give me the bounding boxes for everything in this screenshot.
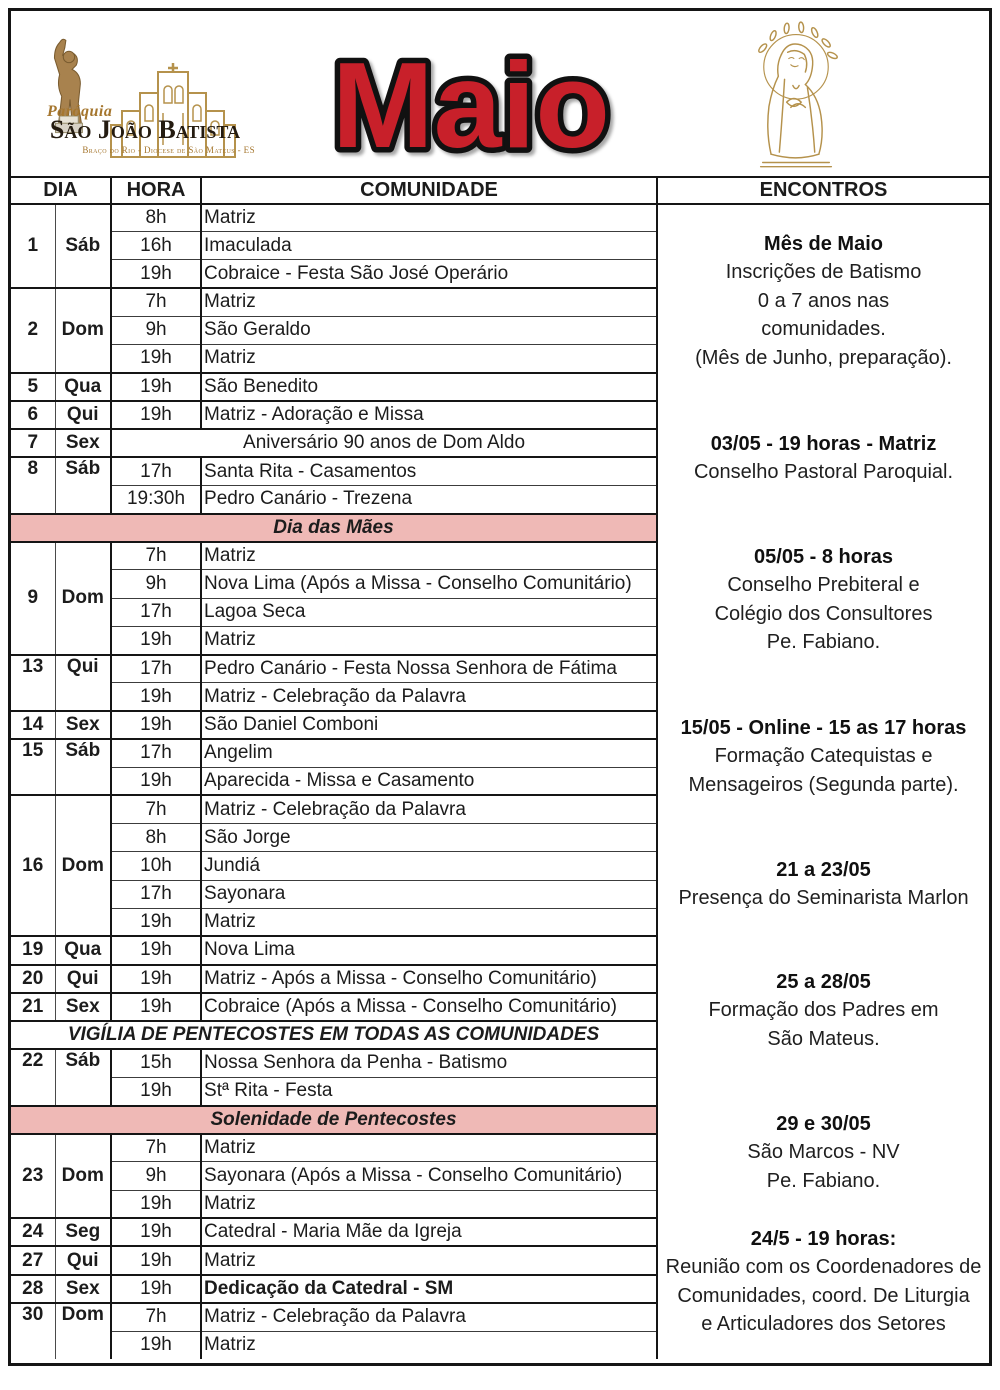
- community-cell: Matriz - Após a Missa - Conselho Comunitário): [201, 965, 657, 993]
- day-cell: 21: [11, 993, 55, 1021]
- encontros-line: e Articuladores dos Setores: [701, 1313, 946, 1335]
- time-cell: 19:30h: [111, 485, 201, 513]
- weekday-cell: Qui: [55, 965, 111, 993]
- logo-parish-name: São João Batista: [49, 115, 241, 144]
- encontros-line: Reunião com os Coordenadores de: [665, 1256, 982, 1278]
- time-cell: 19h: [111, 1275, 201, 1303]
- parish-logo: [35, 27, 255, 167]
- day-cell: 13: [11, 655, 55, 711]
- encontros-line: Conselho Pastoral Paroquial.: [693, 461, 954, 483]
- time-cell: 19h: [111, 965, 201, 993]
- encontros-line: (Mês de Junho, preparação).: [695, 346, 952, 369]
- encontros-line: Comunidades, coord. De Liturgia: [677, 1284, 970, 1307]
- col-header-encontros: ENCONTROS: [657, 178, 989, 204]
- weekday-cell: Qui: [55, 1246, 111, 1274]
- day-cell: 30: [11, 1303, 55, 1359]
- encontros-line: Presença do Seminarista Marlon: [678, 887, 969, 909]
- day-cell: 6: [11, 401, 55, 429]
- time-cell: 19h: [111, 401, 201, 429]
- time-cell: 19h: [111, 260, 201, 288]
- time-cell: 19h: [111, 683, 201, 711]
- community-cell: Cobraice (Após a Missa - Conselho Comunitário): [201, 993, 657, 1021]
- encontros-content: [660, 205, 987, 1360]
- community-cell: Matriz: [201, 1190, 657, 1218]
- weekday-cell: Dom: [55, 542, 111, 655]
- banner-cell: VIGÍLIA DE PENTECOSTES EM TODAS AS COMUNIDADES: [11, 1021, 657, 1049]
- time-cell: 8h: [111, 204, 201, 232]
- day-cell: 14: [11, 711, 55, 739]
- time-cell: 19h: [111, 908, 201, 936]
- community-cell: Santa Rita - Casamentos: [201, 457, 657, 485]
- time-cell: 7h: [111, 542, 201, 570]
- community-cell: Jundiá: [201, 852, 657, 880]
- community-cell: Dedicação da Catedral - SM: [201, 1275, 657, 1303]
- weekday-cell: Dom: [55, 288, 111, 373]
- encontros-block: [660, 230, 987, 373]
- community-cell: Nova Lima: [201, 936, 657, 964]
- time-cell: 16h: [111, 232, 201, 260]
- time-cell: 17h: [111, 880, 201, 908]
- weekday-cell: Dom: [55, 1134, 111, 1219]
- time-cell: 19h: [111, 711, 201, 739]
- weekday-cell: Sex: [55, 711, 111, 739]
- day-cell: 19: [11, 936, 55, 964]
- time-cell: 7h: [111, 288, 201, 316]
- day-cell: 20: [11, 965, 55, 993]
- month-title: [296, 33, 646, 175]
- schedule-header-row: [11, 178, 989, 204]
- weekday-cell: Seg: [55, 1218, 111, 1246]
- community-cell: Aparecida - Missa e Casamento: [201, 767, 657, 795]
- schedule-table: [11, 178, 989, 1360]
- community-cell: Angelim: [201, 739, 657, 767]
- time-cell: 9h: [111, 1162, 201, 1190]
- day-cell: 2: [11, 288, 55, 373]
- page-header: [11, 11, 989, 178]
- encontros-line: 15/05 - Online - 15 as 17 horas: [680, 716, 967, 739]
- encontros-line: 05/05 - 8 horas: [754, 545, 893, 568]
- encontros-line: Pe. Fabiano.: [766, 1169, 881, 1192]
- day-cell: 28: [11, 1275, 55, 1303]
- encontros-block: [660, 714, 987, 800]
- day-cell: 5: [11, 373, 55, 401]
- schedule-body: [11, 204, 989, 1360]
- schedule-row: [11, 204, 989, 232]
- weekday-cell: Sáb: [55, 1049, 111, 1105]
- time-cell: 19h: [111, 936, 201, 964]
- time-cell: 17h: [111, 457, 201, 485]
- time-cell: 19h: [111, 1246, 201, 1274]
- time-cell: 19h: [111, 373, 201, 401]
- time-cell: 19h: [111, 344, 201, 372]
- community-cell: Sayonara: [201, 880, 657, 908]
- encontros-line: Pe. Fabiano.: [766, 631, 881, 653]
- community-cell: Matriz: [201, 1134, 657, 1162]
- encontros-line: Mensageiros (Segunda parte).: [688, 773, 959, 796]
- time-cell: 19h: [111, 767, 201, 795]
- day-cell: 8: [11, 457, 55, 513]
- community-cell: Matriz - Celebração da Palavra: [201, 795, 657, 823]
- community-cell: Matriz: [201, 344, 657, 372]
- community-cell: Sayonara (Após a Missa - Conselho Comunitário): [201, 1162, 657, 1190]
- community-cell: Matriz - Adoração e Missa: [201, 401, 657, 429]
- weekday-cell: Sex: [55, 429, 111, 457]
- community-cell: Cobraice - Festa São José Operário: [201, 260, 657, 288]
- weekday-cell: Sex: [55, 1275, 111, 1303]
- encontros-line: 0 a 7 anos nas: [757, 289, 890, 312]
- weekday-cell: Sáb: [55, 739, 111, 795]
- virgin-mary-icon: [726, 19, 866, 175]
- encontros-line: Formação Catequistas e: [714, 745, 933, 767]
- day-cell: 15: [11, 739, 55, 795]
- community-cell: Nossa Senhora da Penha - Batismo: [201, 1049, 657, 1077]
- logo-script-text: Paróquia: [47, 103, 113, 120]
- community-cell: Matriz - Celebração da Palavra: [201, 683, 657, 711]
- encontros-line: São Marcos - NV: [747, 1141, 900, 1163]
- day-cell: 24: [11, 1218, 55, 1246]
- time-cell: 7h: [111, 1303, 201, 1331]
- community-cell: São Daniel Comboni: [201, 711, 657, 739]
- community-cell: Matriz: [201, 1331, 657, 1359]
- community-cell: São Jorge: [201, 824, 657, 852]
- weekday-cell: Qua: [55, 936, 111, 964]
- time-cell: 19h: [111, 1331, 201, 1359]
- weekday-cell: Sex: [55, 993, 111, 1021]
- encontros-line: 24/5 - 19 horas:: [750, 1227, 897, 1250]
- community-cell: Matriz: [201, 626, 657, 654]
- col-header-comunidade: COMUNIDADE: [201, 178, 657, 204]
- time-cell: 9h: [111, 316, 201, 344]
- community-cell: Matriz: [201, 908, 657, 936]
- time-cell: 17h: [111, 739, 201, 767]
- weekday-cell: Sáb: [55, 204, 111, 289]
- col-header-hora: HORA: [111, 178, 201, 204]
- community-cell: Matriz: [201, 204, 657, 232]
- time-cell: 19h: [111, 993, 201, 1021]
- col-header-dia: DIA: [11, 178, 111, 204]
- day-cell: 16: [11, 795, 55, 936]
- time-cell: 10h: [111, 852, 201, 880]
- time-cell: 19h: [111, 626, 201, 654]
- time-cell: 17h: [111, 655, 201, 683]
- encontros-block: [660, 856, 987, 913]
- encontros-line: 29 e 30/05: [776, 1112, 871, 1135]
- community-cell: Matriz: [201, 542, 657, 570]
- community-cell: Pedro Canário - Festa Nossa Senhora de Fátima: [201, 655, 657, 683]
- time-cell: 9h: [111, 570, 201, 598]
- day-cell: 27: [11, 1246, 55, 1274]
- encontros-line: Colégio dos Consultores: [714, 602, 933, 625]
- time-cell: 19h: [111, 1077, 201, 1105]
- encontros-block: [660, 1110, 987, 1196]
- community-cell: São Benedito: [201, 373, 657, 401]
- weekday-cell: Sáb: [55, 457, 111, 513]
- community-cell: Lagoa Seca: [201, 598, 657, 626]
- weekday-cell: Qui: [55, 655, 111, 711]
- encontros-line: Inscrições de Batismo: [725, 261, 922, 283]
- day-cell: 1: [11, 204, 55, 289]
- banner-cell: Solenidade de Pentecostes: [11, 1106, 657, 1134]
- community-cell: Nova Lima (Após a Missa - Conselho Comunitário): [201, 570, 657, 598]
- community-cell: Matriz: [201, 1246, 657, 1274]
- encontros-line: comunidades.: [761, 318, 886, 340]
- encontros-line: Mês de Maio: [764, 232, 883, 255]
- community-cell: São Geraldo: [201, 316, 657, 344]
- encontros-block: [660, 1225, 987, 1339]
- community-cell: Matriz: [201, 288, 657, 316]
- encontros-line: Formação dos Padres em: [708, 999, 939, 1021]
- community-cell: Imaculada: [201, 232, 657, 260]
- time-cell: 19h: [111, 1218, 201, 1246]
- weekday-cell: Dom: [55, 1303, 111, 1359]
- weekday-cell: Dom: [55, 795, 111, 936]
- day-cell: 22: [11, 1049, 55, 1105]
- day-cell: 23: [11, 1134, 55, 1219]
- encontros-block: [660, 968, 987, 1054]
- community-cell: Stª Rita - Festa: [201, 1077, 657, 1105]
- logo-subtitle: Braço do Rio - Diocese de São Mateus - ES: [82, 145, 255, 155]
- day-cell: 9: [11, 542, 55, 655]
- community-cell: Pedro Canário - Trezena: [201, 485, 657, 513]
- encontros-line: 03/05 - 19 horas - Matriz: [710, 432, 937, 455]
- time-cell: 15h: [111, 1049, 201, 1077]
- time-cell: 7h: [111, 1134, 201, 1162]
- time-cell: 8h: [111, 824, 201, 852]
- event-cell: Aniversário 90 anos de Dom Aldo: [111, 429, 657, 457]
- encontros-cell: [657, 204, 989, 1360]
- time-cell: 7h: [111, 795, 201, 823]
- community-cell: Matriz - Celebração da Palavra: [201, 1303, 657, 1331]
- encontros-block: [660, 543, 987, 657]
- encontros-line: 25 a 28/05: [776, 970, 871, 993]
- svg-text:Maio: Maio: [332, 37, 610, 173]
- banner-cell: Dia das Mães: [11, 514, 657, 542]
- page-frame: [8, 8, 992, 1366]
- weekday-cell: Qui: [55, 401, 111, 429]
- encontros-block: [660, 430, 987, 487]
- encontros-line: São Mateus.: [767, 1027, 880, 1050]
- encontros-line: 21 a 23/05: [776, 858, 871, 881]
- weekday-cell: Qua: [55, 373, 111, 401]
- time-cell: 17h: [111, 598, 201, 626]
- encontros-line: Conselho Prebiteral e: [727, 574, 920, 596]
- community-cell: Catedral - Maria Mãe da Igreja: [201, 1218, 657, 1246]
- day-cell: 7: [11, 429, 55, 457]
- time-cell: 19h: [111, 1190, 201, 1218]
